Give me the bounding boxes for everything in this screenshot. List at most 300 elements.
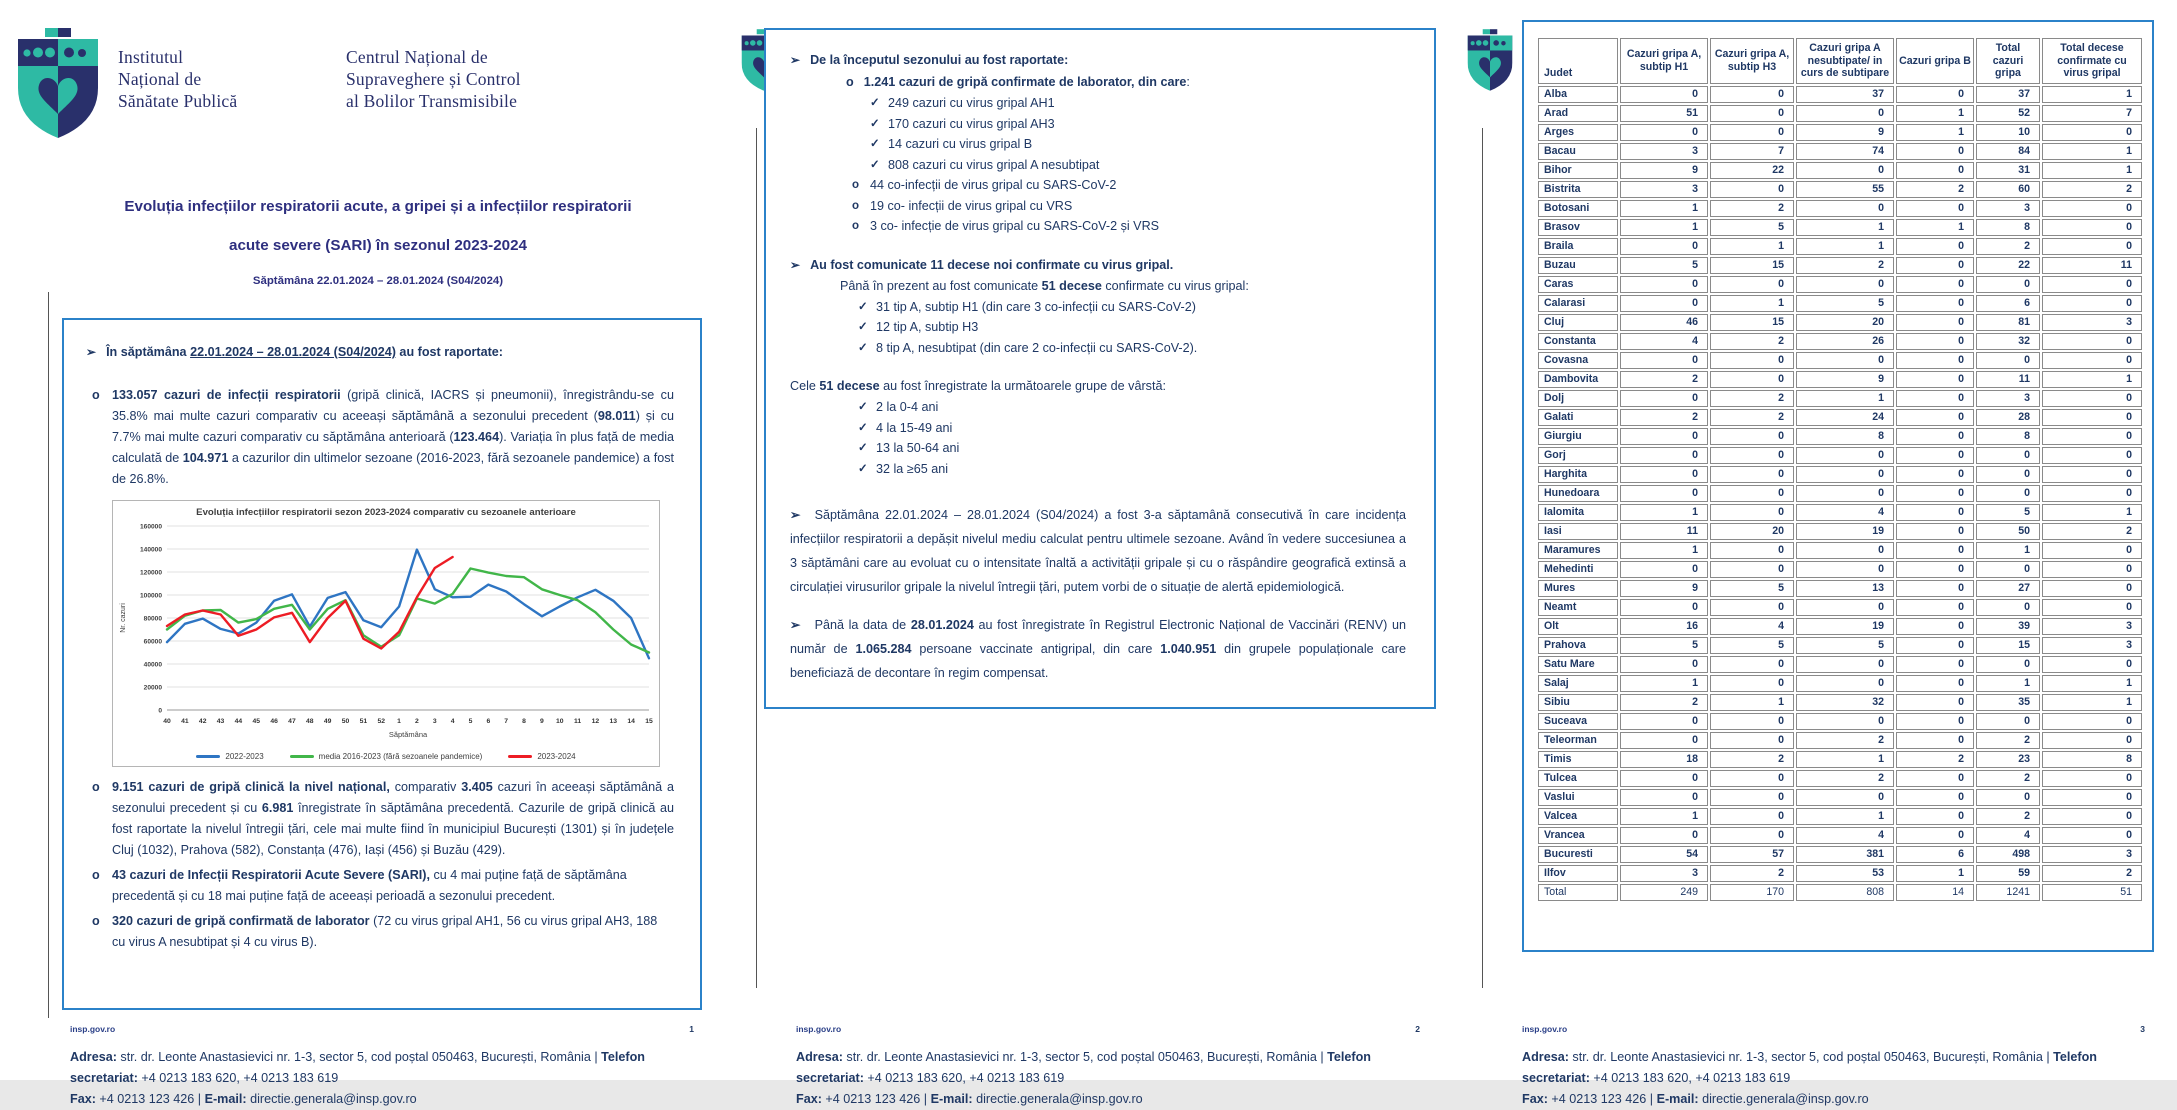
table-cell: 0 (1710, 485, 1794, 502)
table-row (1538, 827, 2142, 844)
bullet-marker-icon: ✓ (858, 442, 868, 454)
table-cell: 0 (2042, 219, 2142, 236)
list-item-text: 14 cazuri cu virus gripal B (888, 137, 1033, 151)
svg-text:47: 47 (288, 718, 296, 725)
table-cell: Hunedoara (1538, 485, 1618, 502)
column-header-h3: Cazuri gripa A, subtip H3 (1710, 38, 1794, 84)
table-cell: 5 (1620, 637, 1708, 654)
table-row (1538, 751, 2142, 768)
table-cell: 32 (1976, 333, 2040, 350)
text-run: De la începutul sezonului au fost raportate: (810, 53, 1069, 67)
table-cell: 0 (1620, 447, 1708, 464)
table-row (1538, 770, 2142, 787)
table-cell: 0 (2042, 295, 2142, 312)
table-cell: 8 (2042, 751, 2142, 768)
footer-fax-line (70, 1089, 686, 1110)
table-row (1538, 599, 2142, 616)
table-cell: 0 (1896, 428, 1974, 445)
svg-text:13: 13 (609, 718, 618, 725)
table-row (1538, 732, 2142, 749)
svg-text:52: 52 (377, 718, 386, 725)
table-row (1538, 466, 2142, 483)
circle-bullet-icon: o (92, 780, 100, 794)
text-run: +4 0213 183 620, +4 0213 183 619 (137, 1071, 339, 1085)
column-header-a-nesubtipate: Cazuri gripa A nesubtipate/ in curs de subtipare (1796, 38, 1894, 84)
table-cell: 15 (1976, 637, 2040, 654)
table-cell: 57 (1710, 846, 1794, 863)
table-cell: 0 (1710, 124, 1794, 141)
text-run: ) și cu 7.7% mai multe cazuri comparativ cu săptămâna anterioară ( (112, 409, 674, 444)
table-cell: 15 (1710, 314, 1794, 331)
table-cell: 2 (2042, 181, 2142, 198)
table-cell: 13 (1796, 580, 1894, 597)
svg-text:60000: 60000 (143, 638, 162, 646)
table-row (1538, 789, 2142, 806)
table-row (1538, 656, 2142, 673)
table-row (1538, 485, 2142, 502)
table-cell: 0 (1620, 86, 1708, 103)
table-cell: 0 (1896, 637, 1974, 654)
table-cell: 0 (1710, 789, 1794, 806)
circle-bullet-icon: o (846, 75, 854, 89)
footer-site-link[interactable]: insp.gov.ro (1522, 1024, 1568, 1034)
svg-text:48: 48 (306, 718, 314, 725)
page3-content-box (1522, 20, 2154, 952)
deaths-heading (790, 255, 1406, 276)
svg-text:12: 12 (591, 718, 600, 725)
footer-fax-line (796, 1089, 1412, 1110)
table-cell: 0 (1896, 580, 1974, 597)
table-row (1538, 428, 2142, 445)
svg-text:Nr. cazuri: Nr. cazuri (120, 603, 127, 633)
table-cell: 50 (1976, 523, 2040, 540)
table-cell: 18 (1620, 751, 1708, 768)
table-cell: 0 (2042, 485, 2142, 502)
text-run: 51 decese (819, 379, 880, 393)
text-run: persoane vaccinate antigripal, din care (911, 642, 1161, 656)
table-cell: 3 (2042, 314, 2142, 331)
table-cell: Teleorman (1538, 732, 1618, 749)
svg-text:2: 2 (415, 718, 419, 725)
table-cell: 0 (1896, 789, 1974, 806)
footer-fax-line (1522, 1089, 2137, 1110)
table-cell: 0 (1896, 466, 1974, 483)
table-cell: 9 (1620, 162, 1708, 179)
table-cell: 3 (2042, 637, 2142, 654)
table-cell: 0 (1620, 238, 1708, 255)
lab-breakdown-list (870, 93, 1406, 175)
table-cell: 0 (1976, 276, 2040, 293)
table-cell: 0 (1710, 656, 1794, 673)
table-cell: 2 (1710, 200, 1794, 217)
table-cell: Botosani (1538, 200, 1618, 217)
table-cell: 0 (1710, 428, 1794, 445)
table-cell: 0 (1976, 656, 2040, 673)
arrow-bullet-icon: ➢ (86, 345, 97, 359)
insp-logo (8, 26, 108, 140)
text-run: 22.01.2024 – 28.01.2024 (S04/2024) (190, 345, 396, 359)
page2-content-box (764, 28, 1436, 709)
text-run: înregistrate în săptămâna precedentă. Cazurile de gripă clinică au fost raportate la nivelul întregii țări, cele mai multe fiind în municipiul București (1301) și în județele Cluj (1032), Prahova (582), Constanța (476), Iași (456) și Buzău (429). (112, 801, 674, 857)
chart (112, 500, 660, 767)
table-cell: 0 (1896, 694, 1974, 711)
table-cell: 23 (1976, 751, 2040, 768)
table-cell: 0 (1896, 504, 1974, 521)
table-cell: 39 (1976, 618, 2040, 635)
table-cell: 0 (1620, 485, 1708, 502)
table-cell: 1 (2042, 86, 2142, 103)
table-cell: 1 (1796, 219, 1894, 236)
table-row (1538, 257, 2142, 274)
circle-bullet-icon: o (92, 868, 100, 882)
table-cell: 59 (1976, 865, 2040, 882)
column-header-b: Cazuri gripa B (1896, 38, 1974, 84)
chart-plot (115, 518, 657, 751)
table-row (1538, 181, 2142, 198)
table-cell: 0 (2042, 447, 2142, 464)
text-run: Fax: (796, 1092, 822, 1106)
table-cell: 0 (1620, 352, 1708, 369)
list-item (858, 317, 1406, 338)
list-item-text: 31 tip A, subtip H1 (din care 3 co-infecții cu SARS-CoV-2) (876, 299, 1196, 314)
table-cell: 2 (1796, 732, 1894, 749)
bullet-clinical-flu-text (112, 777, 674, 861)
text-run: directie.generala@insp.gov.ro (1698, 1092, 1869, 1106)
text-run: 3.405 (461, 780, 493, 794)
text-run: În săptămâna (106, 345, 191, 359)
table-cell: 3 (1620, 181, 1708, 198)
table-cell: 1 (1896, 105, 1974, 122)
institute-name-line: Național de (118, 69, 202, 89)
table-cell: Buzau (1538, 257, 1618, 274)
footer-address (1522, 1047, 2137, 1110)
list-item-text: 44 co-infecții de virus gripal cu SARS-CoV-2 (870, 178, 1117, 192)
chart-svg (115, 518, 657, 746)
table-cell: 0 (1710, 447, 1794, 464)
table-cell: 1 (1976, 675, 2040, 692)
table-cell: Covasna (1538, 352, 1618, 369)
table-cell: Maramures (1538, 542, 1618, 559)
week-report-heading (86, 342, 674, 363)
table-cell: 0 (2042, 713, 2142, 730)
table-cell: 0 (1896, 352, 1974, 369)
table-cell: 0 (1620, 656, 1708, 673)
column-header-judet: Judet (1538, 38, 1618, 84)
table-cell: Timis (1538, 751, 1618, 768)
table-total-row (1538, 884, 2142, 901)
legend-swatch (508, 755, 532, 758)
bullet-marker-icon: ✓ (870, 158, 880, 171)
bullet-marker-icon: ✓ (858, 421, 868, 434)
table-cell: 81 (1976, 314, 2040, 331)
table-row (1538, 637, 2142, 654)
table-cell: 2 (1620, 409, 1708, 426)
table-cell: 170 (1710, 884, 1794, 901)
table-cell: 5 (1710, 637, 1794, 654)
table-cell: 0 (2042, 599, 2142, 616)
table-cell: 0 (1796, 466, 1894, 483)
table-cell: 0 (1896, 409, 1974, 426)
table-cell: 0 (1896, 542, 1974, 559)
bullet-sari (92, 865, 674, 907)
text-run: Fax: (70, 1092, 96, 1106)
table-cell: 0 (1620, 770, 1708, 787)
table-row (1538, 314, 2142, 331)
table-cell: 0 (1710, 827, 1794, 844)
table-cell: 5 (1710, 219, 1794, 236)
table-cell: 0 (1796, 542, 1894, 559)
svg-text:100000: 100000 (139, 592, 162, 600)
table-row (1538, 124, 2142, 141)
center-name (346, 46, 521, 112)
svg-text:44: 44 (234, 718, 243, 725)
table-cell: 0 (2042, 561, 2142, 578)
table-cell: 0 (1896, 618, 1974, 635)
table-cell: Bucuresti (1538, 846, 1618, 863)
text-run: (72 cu virus gripal AH1, 56 cu virus gripal AH3, 188 cu virus A nesubtipat și 4 cu virus B). (112, 914, 658, 949)
text-run: 1.241 cazuri de gripă confirmate de laborator, din care (863, 75, 1187, 89)
bullet-sari-text (112, 865, 674, 907)
table-row (1538, 713, 2142, 730)
table-cell: 0 (1896, 257, 1974, 274)
table-cell: 1 (1976, 542, 2040, 559)
week-report-heading-text (106, 342, 503, 363)
table-row (1538, 352, 2142, 369)
table-cell: 5 (1796, 637, 1894, 654)
table-cell: 24 (1796, 409, 1894, 426)
table-cell: 0 (1896, 200, 1974, 217)
footer-site-link[interactable]: insp.gov.ro (796, 1024, 842, 1034)
table-row (1538, 143, 2142, 160)
legend-entry (196, 752, 263, 761)
column-header-total-deaths: Total decese confirmate cu virus gripal (2042, 38, 2142, 84)
table-cell: 1 (1710, 295, 1794, 312)
table-cell: 0 (1896, 238, 1974, 255)
table-cell: 1 (1796, 808, 1894, 825)
table-cell: 0 (1796, 656, 1894, 673)
svg-text:20000: 20000 (143, 684, 162, 692)
bullet-marker-icon: o (852, 199, 860, 212)
table-cell: Giurgiu (1538, 428, 1618, 445)
table-cell: 381 (1796, 846, 1894, 863)
table-cell: 0 (1796, 162, 1894, 179)
text-run: str. dr. Leonte Anastasievici nr. 1-3, sector 5, cod poștal 050463, București, România | (842, 1050, 1328, 1064)
table-row (1538, 200, 2142, 217)
text-run: confirmate cu virus gripal: (1101, 278, 1249, 293)
table-cell: Dambovita (1538, 371, 1618, 388)
table-cell: 46 (1620, 314, 1708, 331)
text-run: Până la data de (814, 618, 911, 632)
deaths-heading-text (810, 255, 1173, 276)
bullet-respiratory-cases (92, 385, 674, 490)
svg-text:160000: 160000 (139, 523, 162, 531)
table-cell: Iasi (1538, 523, 1618, 540)
bullet-marker-icon: o (852, 220, 860, 232)
table-cell: 15 (1710, 257, 1794, 274)
table-cell: 2 (1710, 409, 1794, 426)
table-cell: 0 (1710, 86, 1794, 103)
svg-text:10: 10 (555, 718, 564, 725)
svg-text:8: 8 (522, 718, 526, 725)
table-cell: 0 (1896, 523, 1974, 540)
table-cell: 0 (1896, 276, 1974, 293)
bullet-marker-icon: ✓ (870, 97, 880, 109)
title-week-subtitle: Săptămâna 22.01.2024 – 28.01.2024 (S04/2024) (252, 275, 504, 287)
table-cell: 1 (1620, 542, 1708, 559)
arrow-bullet-icon: ➢ (790, 257, 801, 272)
table-cell: 22 (1976, 257, 2040, 274)
table-cell: 54 (1620, 846, 1708, 863)
legend-swatch (196, 755, 220, 758)
circle-bullet-icon: o (92, 914, 100, 928)
table-cell: Brasov (1538, 219, 1618, 236)
footer-address-line (70, 1047, 686, 1089)
lab-confirmed-total (846, 72, 1406, 93)
table-cell: 0 (1976, 713, 2040, 730)
table-row (1538, 86, 2142, 103)
text-run: 1.065.284 (855, 642, 912, 656)
table-header-row (1538, 38, 2142, 84)
table-cell: Satu Mare (1538, 656, 1618, 673)
table-cell: 0 (1620, 466, 1708, 483)
list-item (858, 418, 1406, 439)
footer-address (70, 1047, 686, 1110)
table-cell: 84 (1976, 143, 2040, 160)
title-line-1: Evoluția infecțiilor respiratorii acute, a gripei și a infecțiilor respiratorii (124, 198, 632, 215)
deaths-breakdown-list (858, 297, 1406, 359)
table-cell: Arad (1538, 105, 1618, 122)
footer-address-line (796, 1047, 1412, 1089)
table-cell: 5 (1710, 580, 1794, 597)
text-run: au fost înregistrate la următoarele grupe de vârstă: (879, 379, 1166, 393)
table-cell: 60 (1976, 181, 2040, 198)
deaths-intro-text (840, 276, 1406, 297)
list-item (852, 175, 1406, 196)
list-item-text: 2 la 0-4 ani (876, 400, 939, 414)
table-cell: 2 (1620, 694, 1708, 711)
footer-site-link[interactable]: insp.gov.ro (70, 1024, 116, 1034)
table-cell: 1241 (1976, 884, 2040, 901)
table-cell: 0 (1710, 542, 1794, 559)
table-cell: 6 (1896, 846, 1974, 863)
table-cell: 0 (2042, 238, 2142, 255)
svg-text:0: 0 (158, 707, 162, 715)
table-cell: 1 (1620, 675, 1708, 692)
table-cell: 0 (1896, 770, 1974, 787)
circle-bullet-icon: o (92, 388, 100, 402)
institute-name-line: Institutul (118, 47, 184, 67)
legend-swatch (290, 755, 314, 758)
table-cell: 4 (1710, 618, 1794, 635)
text-run: au fost raportate: (395, 345, 503, 359)
table-cell: 2 (1976, 732, 2040, 749)
table-cell: 35 (1976, 694, 2040, 711)
table-cell: Valcea (1538, 808, 1618, 825)
svg-text:43: 43 (216, 718, 225, 725)
text-run: au fost înregistrate în Registrul Electronic Național de Vaccinări (RENV) un număr de (790, 618, 1406, 656)
table-cell: 1 (1796, 238, 1894, 255)
svg-text:42: 42 (198, 718, 207, 725)
table-row (1538, 618, 2142, 635)
table-cell: 20 (1796, 314, 1894, 331)
table-cell: 0 (1710, 713, 1794, 730)
table-cell: 1 (2042, 143, 2142, 160)
text-run: Până în prezent au fost comunicate (840, 278, 1042, 293)
table-row (1538, 333, 2142, 350)
table-cell: 0 (2042, 409, 2142, 426)
table-cell: 53 (1796, 865, 1894, 882)
table-cell: Braila (1538, 238, 1618, 255)
table-cell: 0 (2042, 789, 2142, 806)
table-cell: 0 (1896, 162, 1974, 179)
list-item (870, 155, 1406, 176)
bullet-marker-icon: ✓ (858, 462, 868, 475)
text-run: din grupele populaționale care beneficiază de decontare în regim compensat. (790, 642, 1407, 680)
bullet-respiratory-cases-text (112, 385, 674, 490)
table-cell: 0 (1896, 143, 1974, 160)
table-cell: 0 (1976, 789, 2040, 806)
text-run: Adresa: (1522, 1050, 1569, 1064)
table-cell: 0 (1796, 789, 1894, 806)
text-run: +4 0213 123 426 | (95, 1092, 205, 1106)
svg-text:1: 1 (397, 718, 401, 725)
table-row (1538, 580, 2142, 597)
text-run: +4 0213 183 620, +4 0213 183 619 (863, 1071, 1065, 1085)
table-cell: 2 (1710, 865, 1794, 882)
list-item-text: 4 la 15-49 ani (876, 420, 953, 435)
table-row (1538, 390, 2142, 407)
table-cell: 8 (1976, 428, 2040, 445)
text-run: Au fost comunicate 11 decese noi confirmate cu virus gripal. (810, 257, 1174, 272)
table-cell: Suceava (1538, 713, 1618, 730)
table-cell: Tulcea (1538, 770, 1618, 787)
list-item-text: 3 co- infecție de virus gripal cu SARS-CoV-2 și VRS (870, 219, 1160, 233)
table-row (1538, 865, 2142, 882)
arrow-bullet-icon: ➢ (790, 53, 801, 67)
table-row (1538, 694, 2142, 711)
table-cell: 2 (1710, 751, 1794, 768)
table-cell: 11 (2042, 257, 2142, 274)
table-cell: Alba (1538, 86, 1618, 103)
list-item-text: 12 tip A, subtip H3 (876, 320, 979, 334)
table-cell: 3 (1976, 390, 2040, 407)
table-cell: Gorj (1538, 447, 1618, 464)
table-cell: 0 (1710, 371, 1794, 388)
table-cell: 0 (1896, 86, 1974, 103)
table-cell: 0 (2042, 333, 2142, 350)
legend-entry (508, 752, 575, 761)
page-edge-line (1482, 128, 1483, 988)
table-cell: 9 (1796, 124, 1894, 141)
table-row (1538, 295, 2142, 312)
page1-content-box (62, 318, 702, 1010)
table-cell: Bistrita (1538, 181, 1618, 198)
table-row (1538, 447, 2142, 464)
table-cell: 1 (2042, 675, 2142, 692)
list-item (858, 338, 1406, 359)
lab-confirmed-total-text (864, 72, 1190, 93)
table-row (1538, 238, 2142, 255)
text-run: Telefon secretariat: (70, 1050, 645, 1085)
svg-text:50: 50 (341, 718, 350, 725)
svg-text:51: 51 (359, 718, 368, 725)
table-cell: 2 (1896, 181, 1974, 198)
text-run: 43 cazuri de Infecții Respiratorii Acute Severe (SARI), (112, 868, 434, 882)
document-title (55, 198, 701, 287)
list-item (858, 397, 1406, 418)
table-cell: 0 (1620, 124, 1708, 141)
table-cell: 3 (2042, 846, 2142, 863)
